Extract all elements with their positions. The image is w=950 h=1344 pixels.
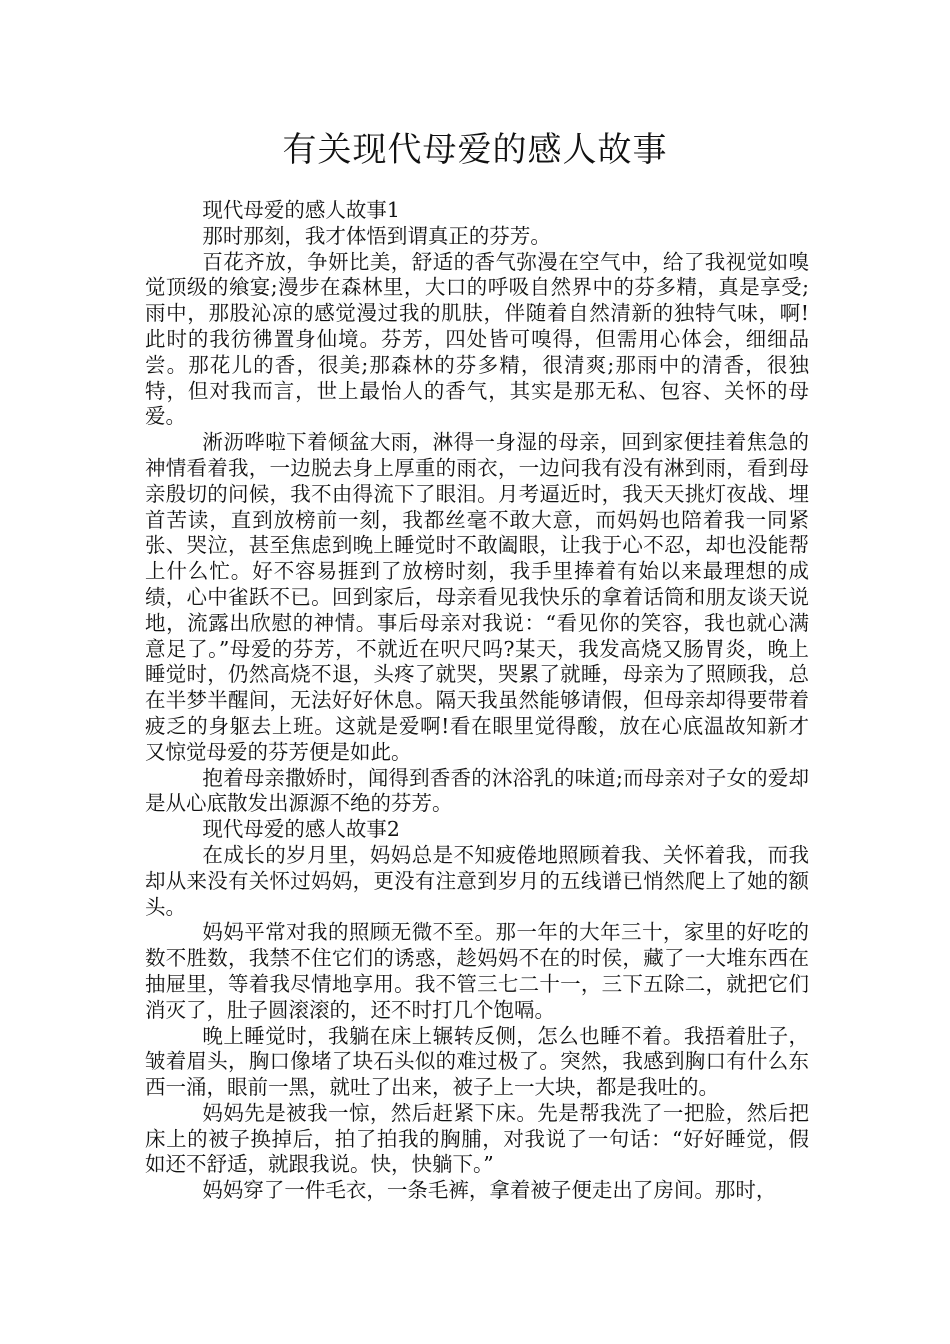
paragraph: 妈妈穿了一件毛衣，一条毛裤，拿着被子便走出了房间。那时，: [202, 1178, 777, 1203]
section-heading-story-1: 现代母爱的感人故事1: [202, 198, 400, 222]
paragraph: 晚上睡觉时，我躺在床上辗转反侧，怎么也睡不着。我捂着肚子，皱着眉头，胸口像堵了块石头似的难过极了。突然，我感到胸口有什么东西一涌，眼前一黑，就吐了出来，被子上一大块，都是我吐的。: [145, 1023, 809, 1100]
document-body: [145, 198, 809, 1204]
paragraph: 那时那刻，我才体悟到谓真正的芬芳。: [202, 223, 551, 248]
paragraph: 妈妈先是被我一惊，然后赶紧下床。先是帮我洗了一把脸，然后把床上的被子换掉后，拍了拍我的胸脯，对我说了一句话：“好好睡觉，假如还不舒适，就跟我说。快，快躺下。”: [145, 1100, 809, 1177]
document-title: 有关现代母爱的感人故事: [282, 130, 668, 170]
paragraph: 妈妈平常对我的照顾无微不至。那一年的大年三十，家里的好吃的数不胜数，我禁不住它们的诱惑，趁妈妈不在的时侯，藏了一大堆东西在抽屉里，等着我尽情地享用。我不管三七二十一，三下五除二，就把它们消灭了，肚子圆滚滚的，还不时打几个饱嗝。: [145, 920, 809, 1022]
paragraph: 百花齐放，争妍比美，舒适的香气弥漫在空气中，给了我视觉如嗅觉顶级的飨宴;漫步在森林里，大口的呼吸自然界中的芬多精，真是享受;雨中，那股沁凉的感觉漫过我的肌肤，伴随着自然清新的独特气味，啊!此时的我彷彿置身仙境。芬芳，四处皆可嗅得，但需用心体会，细细品尝。那花儿的香，很美;那森林的芬多精，很清爽;那雨中的清香，很独特，但对我而言，世上最怡人的香气，其实是那无私、包容、关怀的母爱。: [145, 249, 809, 429]
paragraph: 淅沥哗啦下着倾盆大雨，淋得一身湿的母亲，回到家便挂着焦急的神情看着我，一边脱去身上厚重的雨衣，一边问我有没有淋到雨，看到母亲殷切的问候，我不由得流下了眼泪。月考逼近时，我天天挑灯夜战、埋首苦读，直到放榜前一刻，我都丝毫不敢大意，而妈妈也陪着我一同紧张、哭泣，甚至焦虑到晚上睡觉时不敢阖眼，让我于心不忍，却也没能帮上什么忙。好不容易捱到了放榜时刻，我手里捧着有始以来最理想的成绩，心中雀跃不已。回到家后，母亲看见我快乐的拿着话筒和朋友谈天说地，流露出欣慰的神情。事后母亲对我说：“看见你的笑容，我也就心满意足了。”母爱的芬芳，不就近在呎尺吗?某天，我发高烧又肠胃炎，晚上睡觉时，仍然高烧不退，头疼了就哭，哭累了就睡，母亲为了照顾我，总在半梦半醒间，无法好好休息。隔天我虽然能够请假，但母亲却得要带着疲乏的身躯去上班。这就是爱啊!看在眼里觉得酸，放在心底温故知新才又惊觉母爱的芬芳便是如此。: [145, 430, 809, 764]
paragraph: 抱着母亲撒娇时，闻得到香香的沐浴乳的味道;而母亲对子女的爱却是从心底散发出源源不绝的芬芳。: [145, 765, 809, 816]
section-heading-story-2: 现代母爱的感人故事2: [202, 817, 400, 842]
paragraph: 在成长的岁月里，妈妈总是不知疲倦地照顾着我、关怀着我，而我却从来没有关怀过妈妈，更没有注意到岁月的五线谱已悄然爬上了她的额头。: [145, 842, 809, 919]
